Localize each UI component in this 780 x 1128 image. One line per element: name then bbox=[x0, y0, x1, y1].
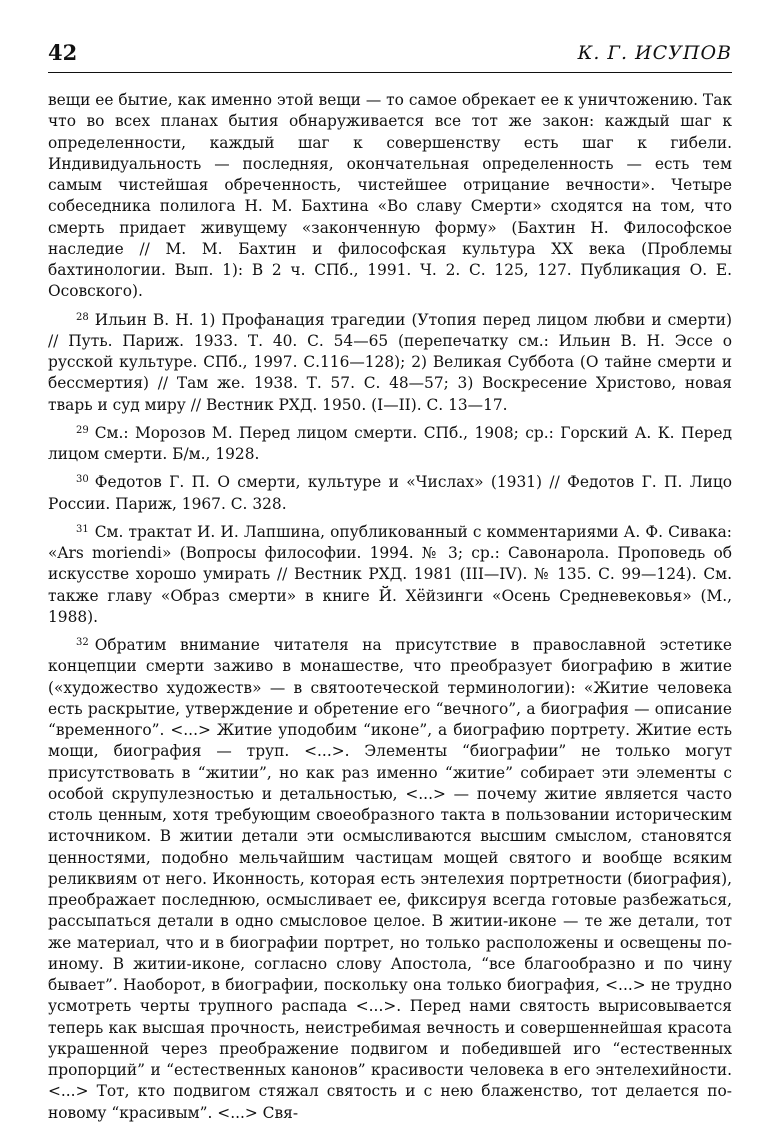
footnote-body: Федотов Г. П. О смерти, культуре и «Числах» (1931) // Федотов Г. П. Лицо России. Париж, 1967. С. 328. bbox=[48, 473, 732, 513]
running-header bbox=[48, 36, 732, 68]
footnote-28 bbox=[48, 307, 732, 416]
footnote-number: 30 bbox=[76, 474, 89, 486]
footnote-31 bbox=[48, 519, 732, 628]
footnote-body: См.: Морозов М. Перед лицом смерти. СПб., 1908; ср.: Горский А. К. Перед лицом смерти. Б/м., 1928. bbox=[48, 423, 732, 463]
footnote-number: 32 bbox=[76, 637, 89, 648]
page-number: 42 bbox=[48, 40, 78, 65]
footnote-text bbox=[48, 90, 732, 1128]
footnote-number: 28 bbox=[76, 311, 89, 323]
footnote-number: 29 bbox=[76, 424, 89, 436]
running-author: К. Г. ИСУПОВ bbox=[577, 42, 732, 64]
header-rule bbox=[48, 72, 732, 73]
footnote-number: 31 bbox=[76, 523, 89, 535]
footnote-body: Ильин В. Н. 1) Профанация трагедии (Утопия перед лицом любви и смерти) // Путь. Париж. 1933. Т. 40. С. 54—65 (перепечатку см.: Ильин В. Н. Эссе о русской культуре. СПб., 1997. С.116—128); 2) Великая Суббота (О тайне смерти и бессмертия) // Там же. 1938. Т. 57. С. 48—57; 3) Воскресение Христово, новая тварь и суд миру // Вестник РХД. 1950. (I—II). С. 13—17. bbox=[48, 310, 732, 414]
footnote-body: См. трактат И. И. Лапшина, опубликованный с комментариями А. Ф. Сивака: «Ars moriendi» (Вопросы философии. 1994. № 3; ср.: Савонарола. Проповедь об искусстве хорошо умирать // Вестник РХД. 1981 (III—IV). № 135. С. 99—124). См. также главу «Образ смерти» в книге Й. Хёйзинги «Осень Средневековья» (М., 1988). bbox=[48, 522, 732, 626]
footnote-32 bbox=[48, 632, 732, 1124]
book-page bbox=[48, 0, 732, 1128]
footnote-body: Обратим внимание читателя на присутствие в православной эстетике концепции смерти заживо в монашестве, что преобразует биографию в житие («художество художеств» — в святоотеческой терминологии): «Житие человека есть раскрытие, утверждение и обретение его “вечного”, а биография — описание “временного”. <...> Житие уподобим “иконе”, а биографию портрету. Житие есть мощи, биография — труп. <...>. Элементы “биографии” не только могут присутствовать в “житии”, но как раз именно “житие” собирает эти элементы с особой скрупулезностью и детальностью, <...> — почему житие является часто столь ценным, хотя требующим своеобразного такта в пользовании историческим источником. В житии детали эти осмысливаются высшим смыслом, становятся ценностями, подобно мельчайшим частицам мощей святого и вообще всяким реликвиям от него. Иконность, которая есть энтелехия портретности (биография), преображает последнюю, осмысливает ее, фиксируя всегда готовые разбежаться, рассыпаться детали в одно смысловое целое. В житии-иконе — те же детали, тот же материал, что и в биографии портрет, но только расположены и освещены по-иному. В житии-иконе, согласно слову Апостола, “все благообразно и по чину бывает”. Наоборот, в биографии, поскольку она только биография, <...> не трудно усмотреть черты трупного распада <...>. Перед нами святость вырисовывается теперь как высшая прочность, неистребимая вечность и совершеннейшая красота украшенной через преображение подвигом и победившей иго “естественных пропорций” и “естественных канонов” красивости человека в его энтелехийности. <...> Тот, кто подвигом стяжал святость и с нею блаженство, тот делается по-новому “красивым”. <...> Свя- bbox=[48, 636, 732, 1122]
footnote-29 bbox=[48, 420, 732, 466]
footnote-30 bbox=[48, 469, 732, 515]
footnote-continuation: вещи ее бытие, как именно этой вещи — то самое обрекает ее к уничтожению. Так что во всех планах бытия обнаруживается все тот же закон: каждый шаг к определенности, каждый шаг к совершенству есть шаг к гибели. Индивидуальность — последняя, окончательная определенность — есть тем самым чистейшая обреченность, чистейшее отрицание вечности». Четыре собеседника полилога Н. М. Бахтина «Во славу Смерти» сходятся на том, что смерть придает живущему «законченную форму» (Бахтин Н. Философское наследие // М. М. Бахтин и философская культура XX века (Проблемы бахтинологии. Вып. 1): В 2 ч. СПб., 1991. Ч. 2. С. 125, 127. Публикация О. Е. Осовского). bbox=[48, 91, 732, 301]
